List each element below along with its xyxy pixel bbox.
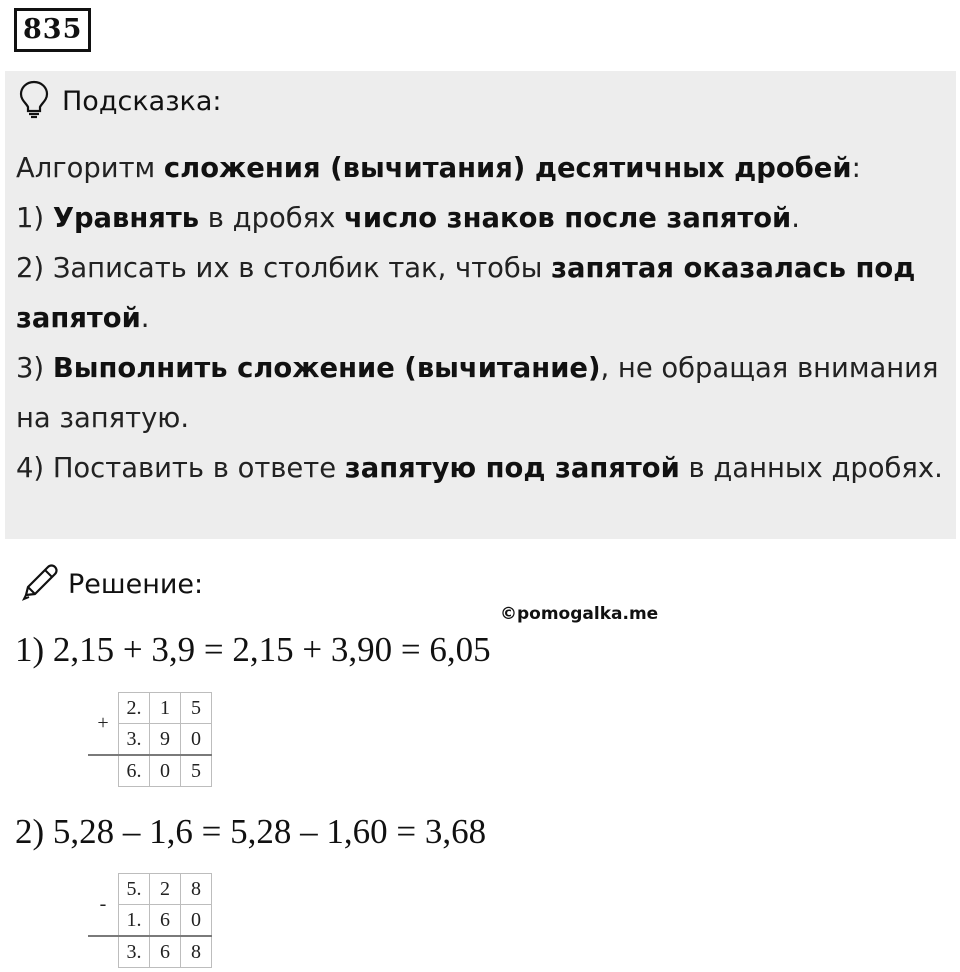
equation-2: 2) 5,28 – 1,6 = 5,28 – 1,60 = 3,68 — [15, 812, 487, 851]
hint-line — [16, 444, 946, 494]
digit-cell: 8 — [181, 874, 212, 905]
hint-line — [16, 394, 946, 444]
digit-cell: 2. — [119, 693, 150, 724]
hint-title: Подсказка: — [62, 85, 222, 117]
operation-sign: - — [88, 874, 119, 937]
hint-text-fragment: , не обращая внимания — [600, 353, 939, 384]
hint-text — [16, 144, 946, 494]
result-cell: 6. — [119, 755, 150, 787]
hint-line — [16, 344, 946, 394]
digit-cell: 3. — [119, 724, 150, 756]
hint-line — [16, 294, 946, 344]
hint-text-fragment: . — [140, 303, 150, 334]
hint-line — [16, 244, 946, 294]
hint-bold-fragment: запятой — [16, 303, 141, 334]
task-number: 835 — [14, 8, 91, 52]
hint-text-fragment: : — [851, 153, 861, 184]
result-cell: 8 — [181, 936, 212, 968]
hint-text-fragment: 3) — [16, 353, 53, 384]
solution-title: Решение: — [68, 568, 204, 600]
hint-text-fragment: . — [791, 203, 800, 234]
empty-cell — [88, 936, 119, 968]
hint-bold-fragment: Выполнить сложение (вычитание) — [52, 353, 601, 384]
result-cell: 3. — [119, 936, 150, 968]
hint-line — [16, 144, 946, 194]
digit-cell: 1 — [150, 693, 181, 724]
pencil-icon — [18, 561, 60, 607]
digit-cell: 1. — [119, 905, 150, 937]
empty-cell — [88, 755, 119, 787]
digit-cell: 5 — [181, 693, 212, 724]
column-subtraction — [88, 873, 212, 968]
hint-bold-fragment: запятую под запятой — [344, 453, 680, 484]
equation-1: 1) 2,15 + 3,9 = 2,15 + 3,90 = 6,05 — [15, 630, 491, 669]
result-cell: 0 — [150, 755, 181, 787]
hint-bold-fragment: сложения (вычитания) десятичных дробей — [163, 153, 852, 184]
hint-bold-fragment: запятая оказалась под — [551, 253, 916, 284]
watermark: ©pomogalka.me — [500, 604, 659, 624]
digit-cell: 9 — [150, 724, 181, 756]
hint-line — [16, 194, 946, 244]
hint-text-fragment: на запятую. — [16, 403, 190, 434]
hint-bold-fragment: Уравнять — [52, 203, 200, 234]
digit-cell: 0 — [181, 905, 212, 937]
hint-bold-fragment: число знаков после запятой — [344, 203, 792, 234]
hint-text-fragment: 1) — [16, 203, 53, 234]
digit-cell: 0 — [181, 724, 212, 756]
digit-cell: 5. — [119, 874, 150, 905]
hint-header — [18, 80, 222, 122]
digit-cell: 6 — [150, 905, 181, 937]
result-cell: 5 — [181, 755, 212, 787]
operation-sign: + — [88, 693, 119, 756]
lightbulb-icon — [18, 79, 50, 123]
result-cell: 6 — [150, 936, 181, 968]
digit-cell: 2 — [150, 874, 181, 905]
hint-text-fragment: Алгоритм — [16, 153, 164, 184]
solution-header — [18, 560, 203, 608]
hint-text-fragment: в данных дробях. — [679, 453, 943, 484]
column-addition — [88, 692, 212, 787]
hint-text-fragment: 4) Поставить в ответе — [16, 453, 345, 484]
hint-text-fragment: в дробях — [199, 203, 345, 234]
hint-text-fragment: 2) Записать их в столбик так, чтобы — [16, 253, 552, 284]
